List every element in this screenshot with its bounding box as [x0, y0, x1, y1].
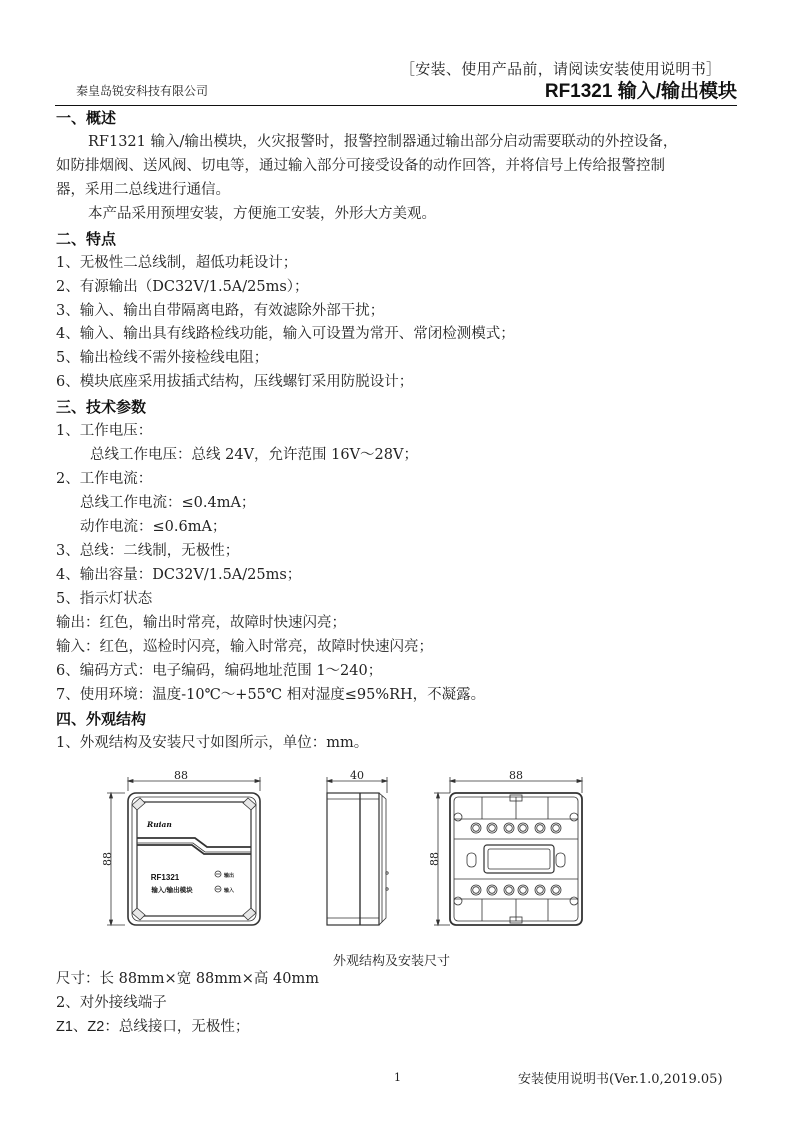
footer-version: 安装使用说明书(Ver.1.0,2019.05)	[518, 1072, 723, 1087]
brand-logo: Ruian	[147, 820, 172, 829]
led-output-label: 输出	[224, 873, 235, 879]
spec-current-label: 2、工作电流：	[56, 471, 153, 487]
spec-current-action: 动作电流：≤0.6mA；	[80, 519, 227, 535]
spec-encoding: 6、编码方式：电子编码，编码地址范围 1～240；	[56, 663, 383, 679]
spec-bus: 3、总线：二线制，无极性；	[56, 543, 240, 559]
install-notice: ［安装、使用产品前，请阅读安装使用说明书］	[400, 60, 722, 78]
section-heading-structure: 四、外观结构	[56, 710, 147, 728]
feature-item: 1、无极性二总线制，超低功耗设计；	[56, 255, 298, 271]
figure-caption: 外观结构及安装尺寸	[333, 954, 451, 969]
section-heading-specs: 三、技术参数	[56, 398, 147, 416]
terminals-label: 2、对外接线端子	[56, 995, 167, 1011]
spec-output-capacity: 4、输出容量：DC32V/1.5A/25ms；	[56, 567, 302, 583]
section-heading-features: 二、特点	[56, 230, 117, 248]
header-divider	[55, 105, 737, 106]
feature-item: 3、输入、输出自带隔离电路，有效滤除外部干扰；	[56, 303, 385, 319]
overview-paragraph-line: RF1321 输入/输出模块，火灾报警时，报警控制器通过输出部分启动需要联动的外控设备，	[88, 134, 678, 150]
section-heading-overview: 一、概述	[56, 109, 117, 127]
feature-item: 2、有源输出（DC32V/1.5A/25ms）；	[56, 279, 309, 295]
front-model-name: 输入/输出模块	[151, 886, 193, 894]
overview-paragraph-line: 如防排烟阀、送风阀、切电等，通过输入部分可接受设备的动作回答，并将信号上传给报警控制	[56, 158, 665, 174]
document-title: RF1321 输入/输出模块	[544, 81, 737, 102]
front-width-label: 88	[174, 769, 188, 782]
back-width-label: 88	[509, 769, 523, 782]
spec-voltage-label: 1、工作电压：	[56, 423, 153, 439]
spec-indicator-output: 输出：红色，输出时常亮，故障时快速闪亮；	[56, 615, 346, 631]
company-name: 秦皇岛锐安科技有限公司	[76, 84, 209, 98]
structure-intro: 1、外观结构及安装尺寸如图所示，单位：mm。	[56, 735, 369, 751]
dimensions-text: 尺寸：长 88mm×宽 88mm×高 40mm	[56, 971, 319, 987]
back-height-label: 88	[428, 852, 441, 866]
feature-item: 6、模块底座采用拔插式结构，压线螺钉采用防脱设计；	[56, 374, 414, 390]
front-model-label: RF1321	[150, 873, 180, 882]
front-view-drawing	[95, 765, 295, 940]
page-number: 1	[394, 1071, 401, 1084]
side-view-drawing	[310, 765, 410, 940]
overview-paragraph-line: 器，采用二总线进行通信。	[56, 182, 230, 198]
overview-paragraph-2: 本产品采用预埋安装，方便施工安装，外形大方美观。	[88, 206, 436, 222]
spec-environment: 7、使用环境：温度-10℃～+55℃ 相对湿度≤95%RH，不凝露。	[56, 687, 486, 703]
led-input-label: 输入	[224, 888, 235, 894]
front-height-label: 88	[101, 852, 114, 866]
side-depth-label: 40	[350, 769, 364, 782]
back-view-drawing	[420, 765, 600, 940]
spec-indicator-input: 输入：红色，巡检时闪亮，输入时常亮，故障时快速闪亮；	[56, 639, 433, 655]
spec-current-bus: 总线工作电流：≤0.4mA；	[80, 495, 256, 511]
spec-indicator-label: 5、指示灯状态	[56, 591, 153, 607]
feature-item: 5、输出检线不需外接检线电阻；	[56, 350, 269, 366]
feature-item: 4、输入、输出具有线路检线功能，输入可设置为常开、常闭检测模式；	[56, 326, 515, 342]
terminal-z-description: Z1、Z2：总线接口，无极性；	[56, 1019, 250, 1035]
spec-voltage-value: 总线工作电压：总线 24V，允许范围 16V～28V；	[90, 447, 418, 463]
